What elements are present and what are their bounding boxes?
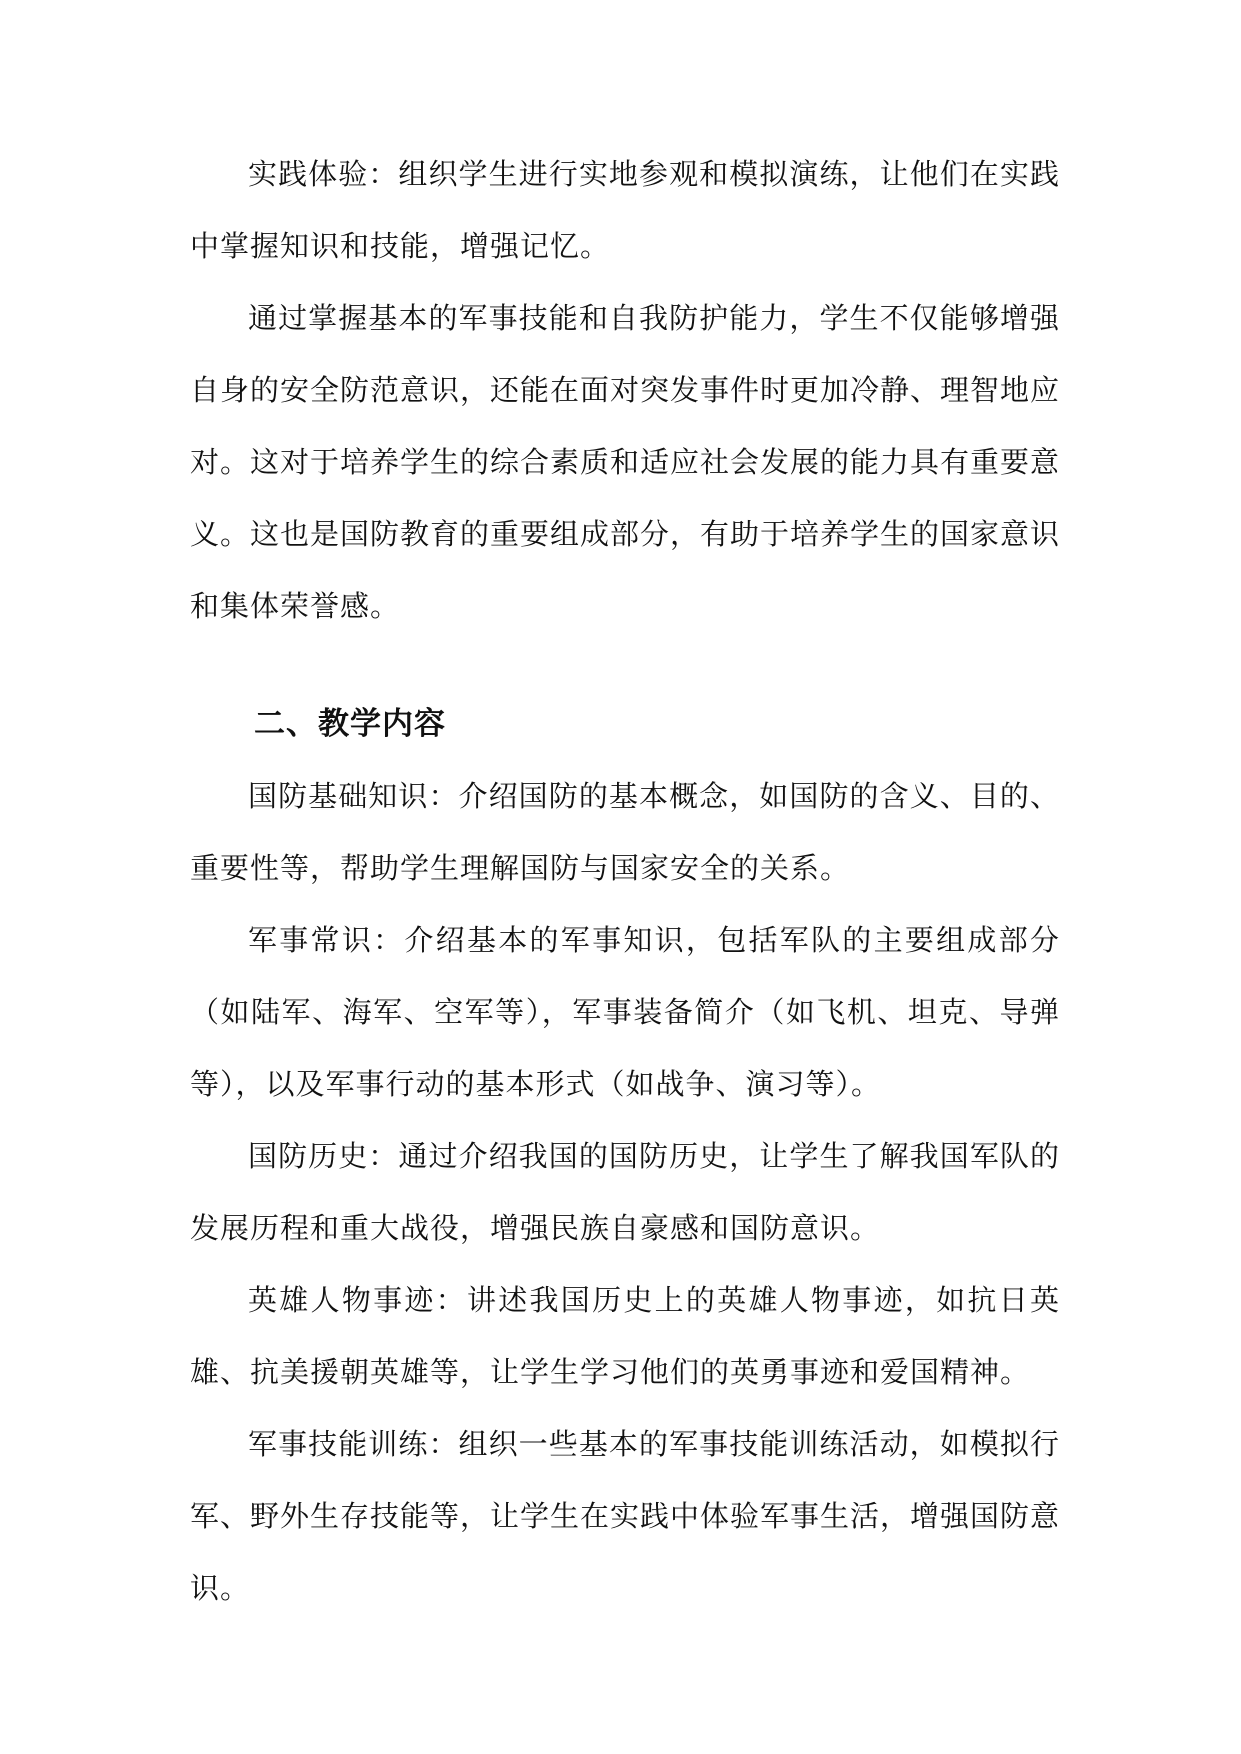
section-heading-teaching-content: 二、教学内容 — [254, 706, 446, 742]
paragraph-defense-history: 国防历史：通过介绍我国的国防历史，让学生了解我国军队的发展历程和重大战役，增强民族自豪感和国防意识。 — [190, 1139, 1060, 1245]
paragraph-military-common-sense: 军事常识：介绍基本的军事知识，包括军队的主要组成部分（如陆军、海军、空军等），军事装备简介（如飞机、坦克、导弹等），以及军事行动的基本形式（如战争、演习等）。 — [190, 923, 1060, 1101]
paragraph-defense-basics: 国防基础知识：介绍国防的基本概念，如国防的含义、目的、重要性等，帮助学生理解国防与国家安全的关系。 — [190, 779, 1060, 885]
paragraph-skills-significance: 通过掌握基本的军事技能和自我防护能力，学生不仅能够增强自身的安全防范意识，还能在面对突发事件时更加冷静、理智地应对。这对于培养学生的综合素质和适应社会发展的能力具有重要意义。这也是国防教育的重要组成部分，有助于培养学生的国家意识和集体荣誉感。 — [190, 301, 1061, 623]
paragraph-military-skills-training: 军事技能训练：组织一些基本的军事技能训练活动，如模拟行军、野外生存技能等，让学生在实践中体验军事生活，增强国防意识。 — [190, 1427, 1061, 1605]
document-body — [190, 138, 1060, 1624]
paragraph-hero-deeds: 英雄人物事迹：讲述我国历史上的英雄人物事迹，如抗日英雄、抗美援朝英雄等，让学生学习他们的英勇事迹和爱国精神。 — [190, 1283, 1060, 1389]
paragraph-practice-experience: 实践体验：组织学生进行实地参观和模拟演练，让他们在实践中掌握知识和技能，增强记忆。 — [190, 157, 1060, 263]
